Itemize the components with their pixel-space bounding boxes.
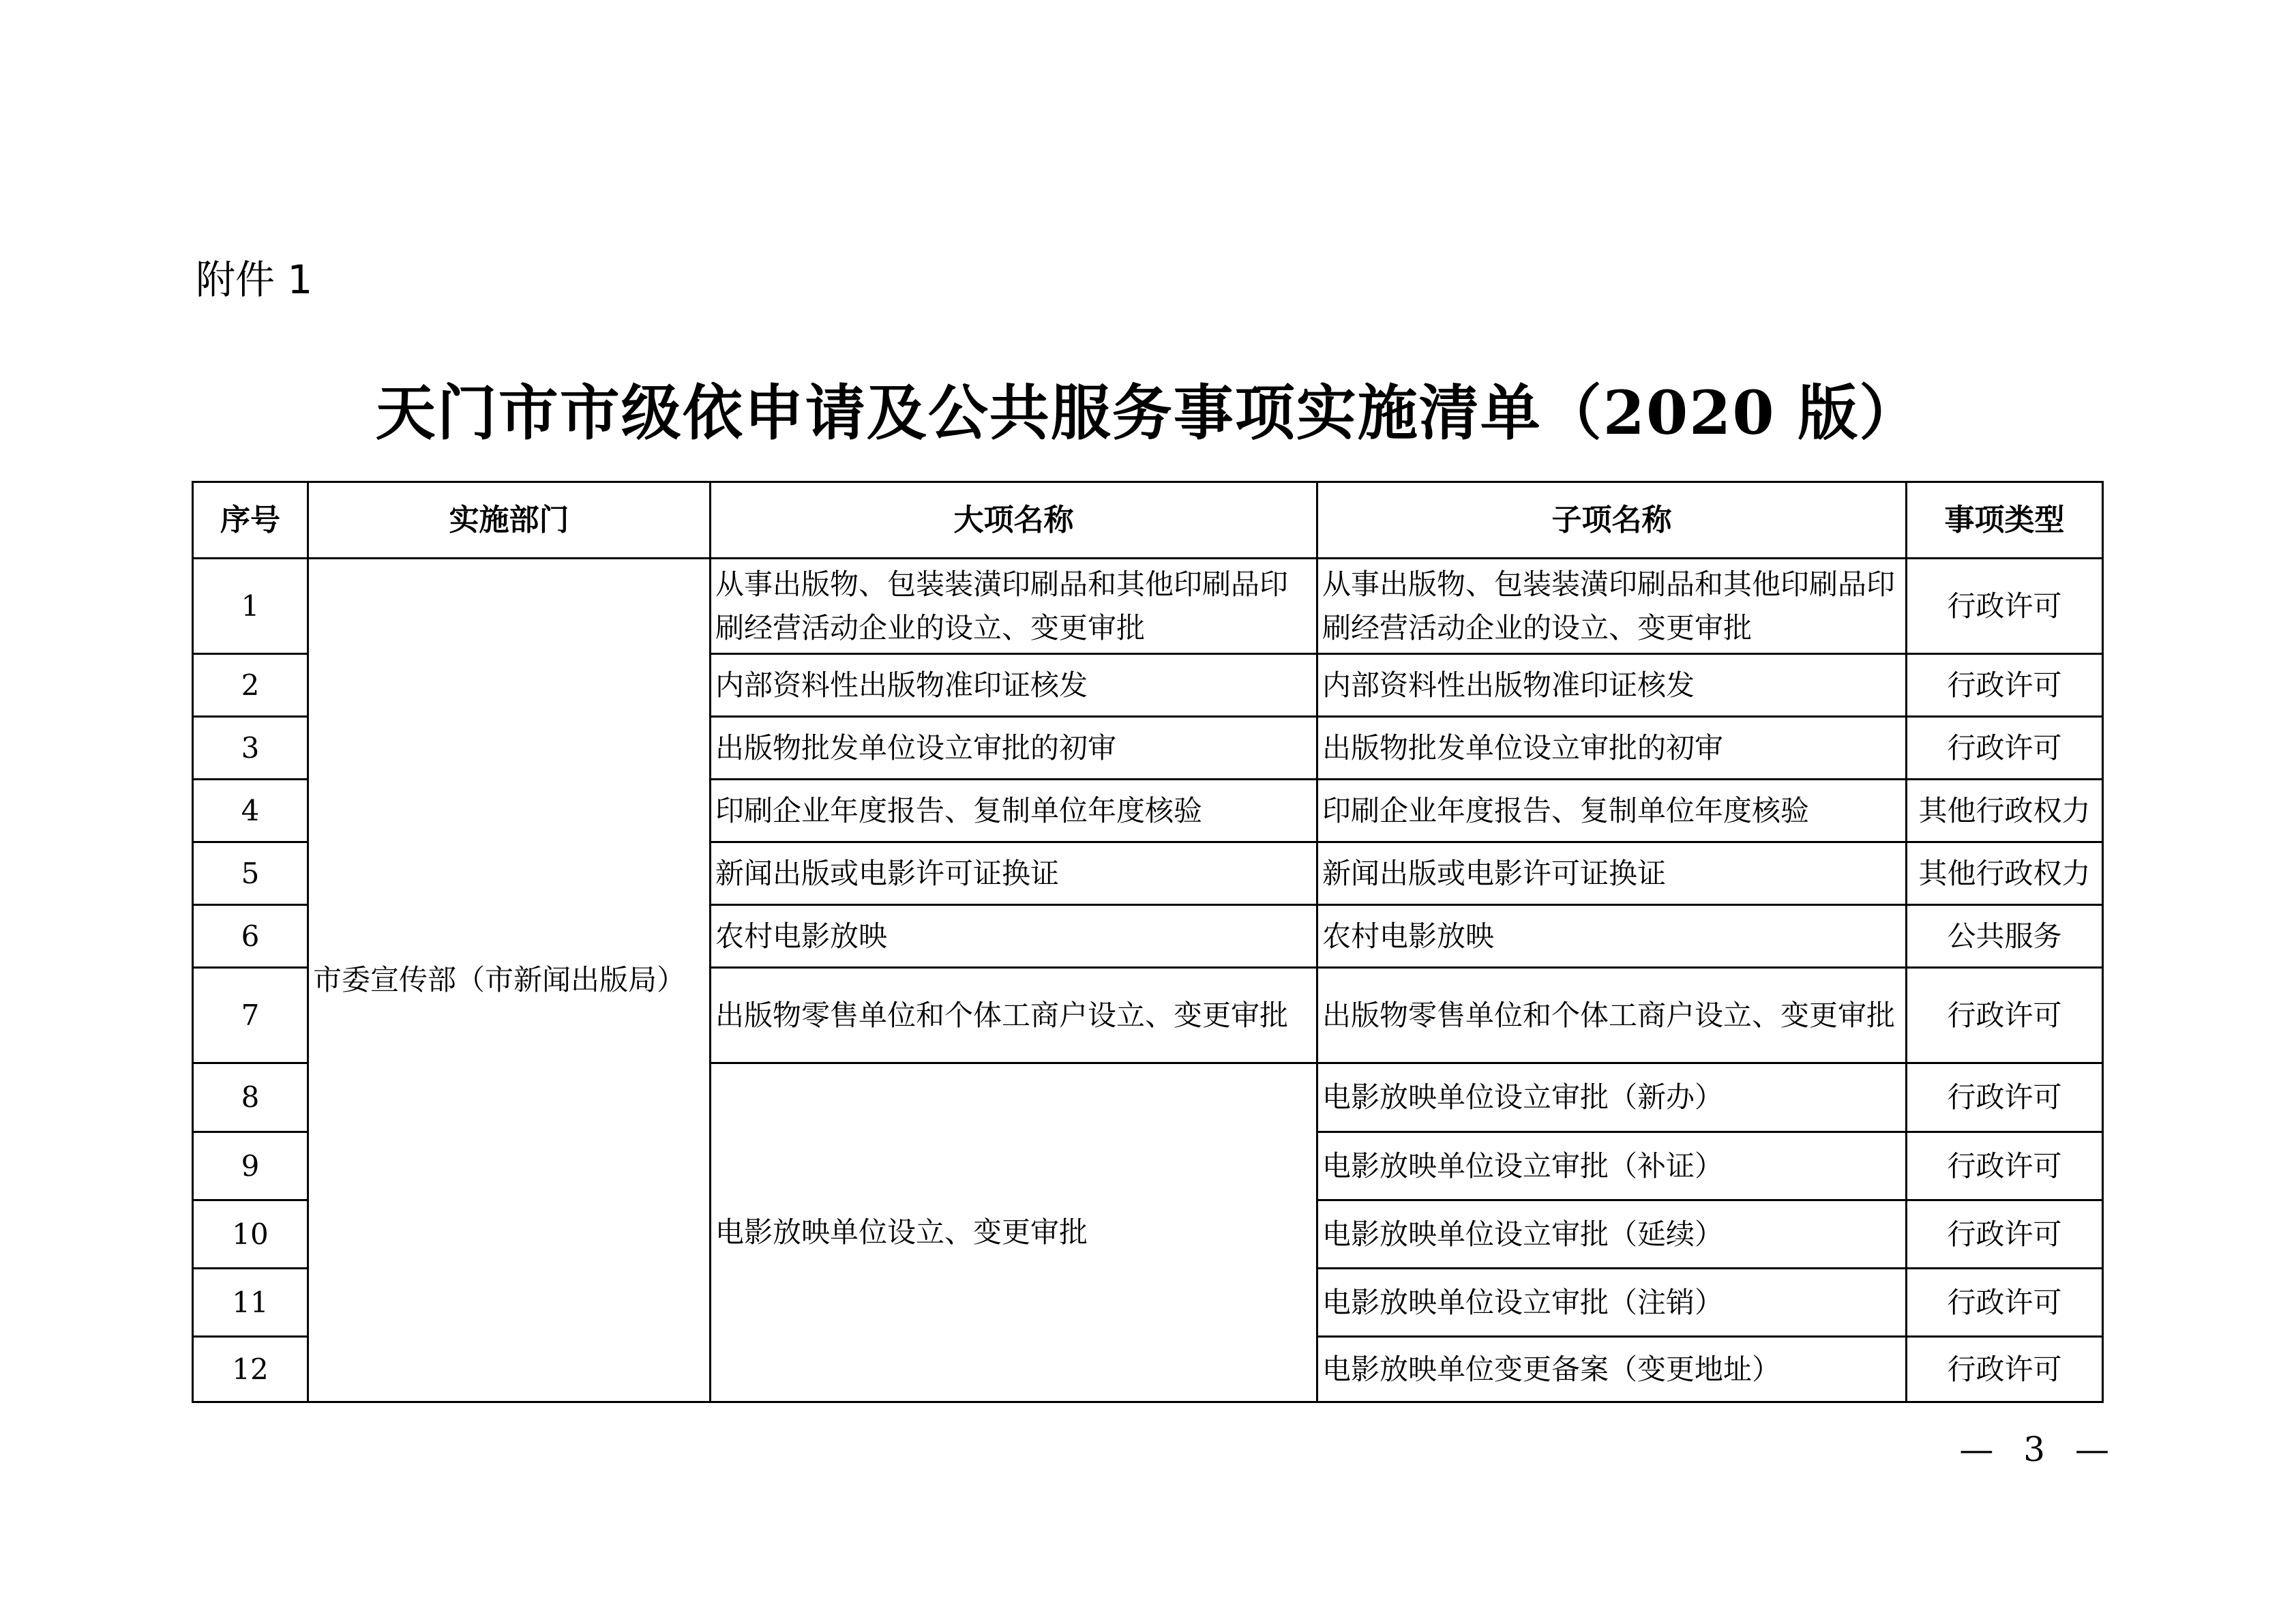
cell-seq: 7: [193, 968, 308, 1063]
document-title: 天门市市级依申请及公共服务事项实施清单（2020 版）: [375, 377, 1921, 448]
cell-department: 市委宣传部（市新闻出版局）: [308, 559, 711, 1402]
cell-sub: 电影放映单位设立审批（延续）: [1317, 1200, 1907, 1269]
cell-sub: 农村电影放映: [1317, 905, 1907, 968]
cell-seq: 8: [193, 1063, 308, 1132]
header-major-item: 大项名称: [711, 482, 1317, 559]
table-row: [193, 559, 2103, 654]
cell-seq: 12: [193, 1337, 308, 1402]
cell-major: 新闻出版或电影许可证换证: [711, 842, 1317, 905]
header-department: 实施部门: [308, 482, 711, 559]
cell-major: 从事出版物、包装装潢印刷品和其他印刷品印刷经营活动企业的设立、变更审批: [711, 559, 1317, 654]
cell-major: 内部资料性出版物准印证核发: [711, 654, 1317, 717]
cell-type: 行政许可: [1907, 1132, 2103, 1200]
cell-major: 出版物零售单位和个体工商户设立、变更审批: [711, 968, 1317, 1063]
cell-sub: 电影放映单位设立审批（注销）: [1317, 1269, 1907, 1337]
items-table: [192, 481, 2104, 1403]
cell-seq: 5: [193, 842, 308, 905]
cell-major: 电影放映单位设立、变更审批: [711, 1063, 1317, 1402]
cell-seq: 2: [193, 654, 308, 717]
header-seq: 序号: [193, 482, 308, 559]
cell-seq: 3: [193, 717, 308, 780]
cell-sub: 新闻出版或电影许可证换证: [1317, 842, 1907, 905]
header-type: 事项类型: [1907, 482, 2103, 559]
cell-seq: 10: [193, 1200, 308, 1269]
cell-sub: 电影放映单位设立审批（补证）: [1317, 1132, 1907, 1200]
cell-type: 其他行政权力: [1907, 780, 2103, 842]
cell-seq: 11: [193, 1269, 308, 1337]
cell-seq: 9: [193, 1132, 308, 1200]
cell-major: 印刷企业年度报告、复制单位年度核验: [711, 780, 1317, 842]
cell-seq: 4: [193, 780, 308, 842]
cell-sub: 印刷企业年度报告、复制单位年度核验: [1317, 780, 1907, 842]
cell-type: 行政许可: [1907, 1337, 2103, 1402]
cell-type: 行政许可: [1907, 1269, 2103, 1337]
cell-sub: 出版物批发单位设立审批的初审: [1317, 717, 1907, 780]
cell-sub: 电影放映单位设立审批（新办）: [1317, 1063, 1907, 1132]
cell-sub: 出版物零售单位和个体工商户设立、变更审批: [1317, 968, 1907, 1063]
cell-sub: 从事出版物、包装装潢印刷品和其他印刷品印刷经营活动企业的设立、变更审批: [1317, 559, 1907, 654]
cell-seq: 6: [193, 905, 308, 968]
cell-type: 公共服务: [1907, 905, 2103, 968]
cell-type: 其他行政权力: [1907, 842, 2103, 905]
cell-sub: 电影放映单位变更备案（变更地址）: [1317, 1337, 1907, 1402]
page-number: — 3 —: [1959, 1430, 2119, 1469]
header-sub-item: 子项名称: [1317, 482, 1907, 559]
cell-type: 行政许可: [1907, 559, 2103, 654]
cell-type: 行政许可: [1907, 654, 2103, 717]
attachment-label: 附件 1: [196, 256, 313, 303]
cell-seq: 1: [193, 559, 308, 654]
table-header-row: [193, 482, 2103, 559]
cell-type: 行政许可: [1907, 717, 2103, 780]
cell-type: 行政许可: [1907, 968, 2103, 1063]
cell-type: 行政许可: [1907, 1063, 2103, 1132]
cell-type: 行政许可: [1907, 1200, 2103, 1269]
cell-major: 出版物批发单位设立审批的初审: [711, 717, 1317, 780]
cell-sub: 内部资料性出版物准印证核发: [1317, 654, 1907, 717]
cell-major: 农村电影放映: [711, 905, 1317, 968]
